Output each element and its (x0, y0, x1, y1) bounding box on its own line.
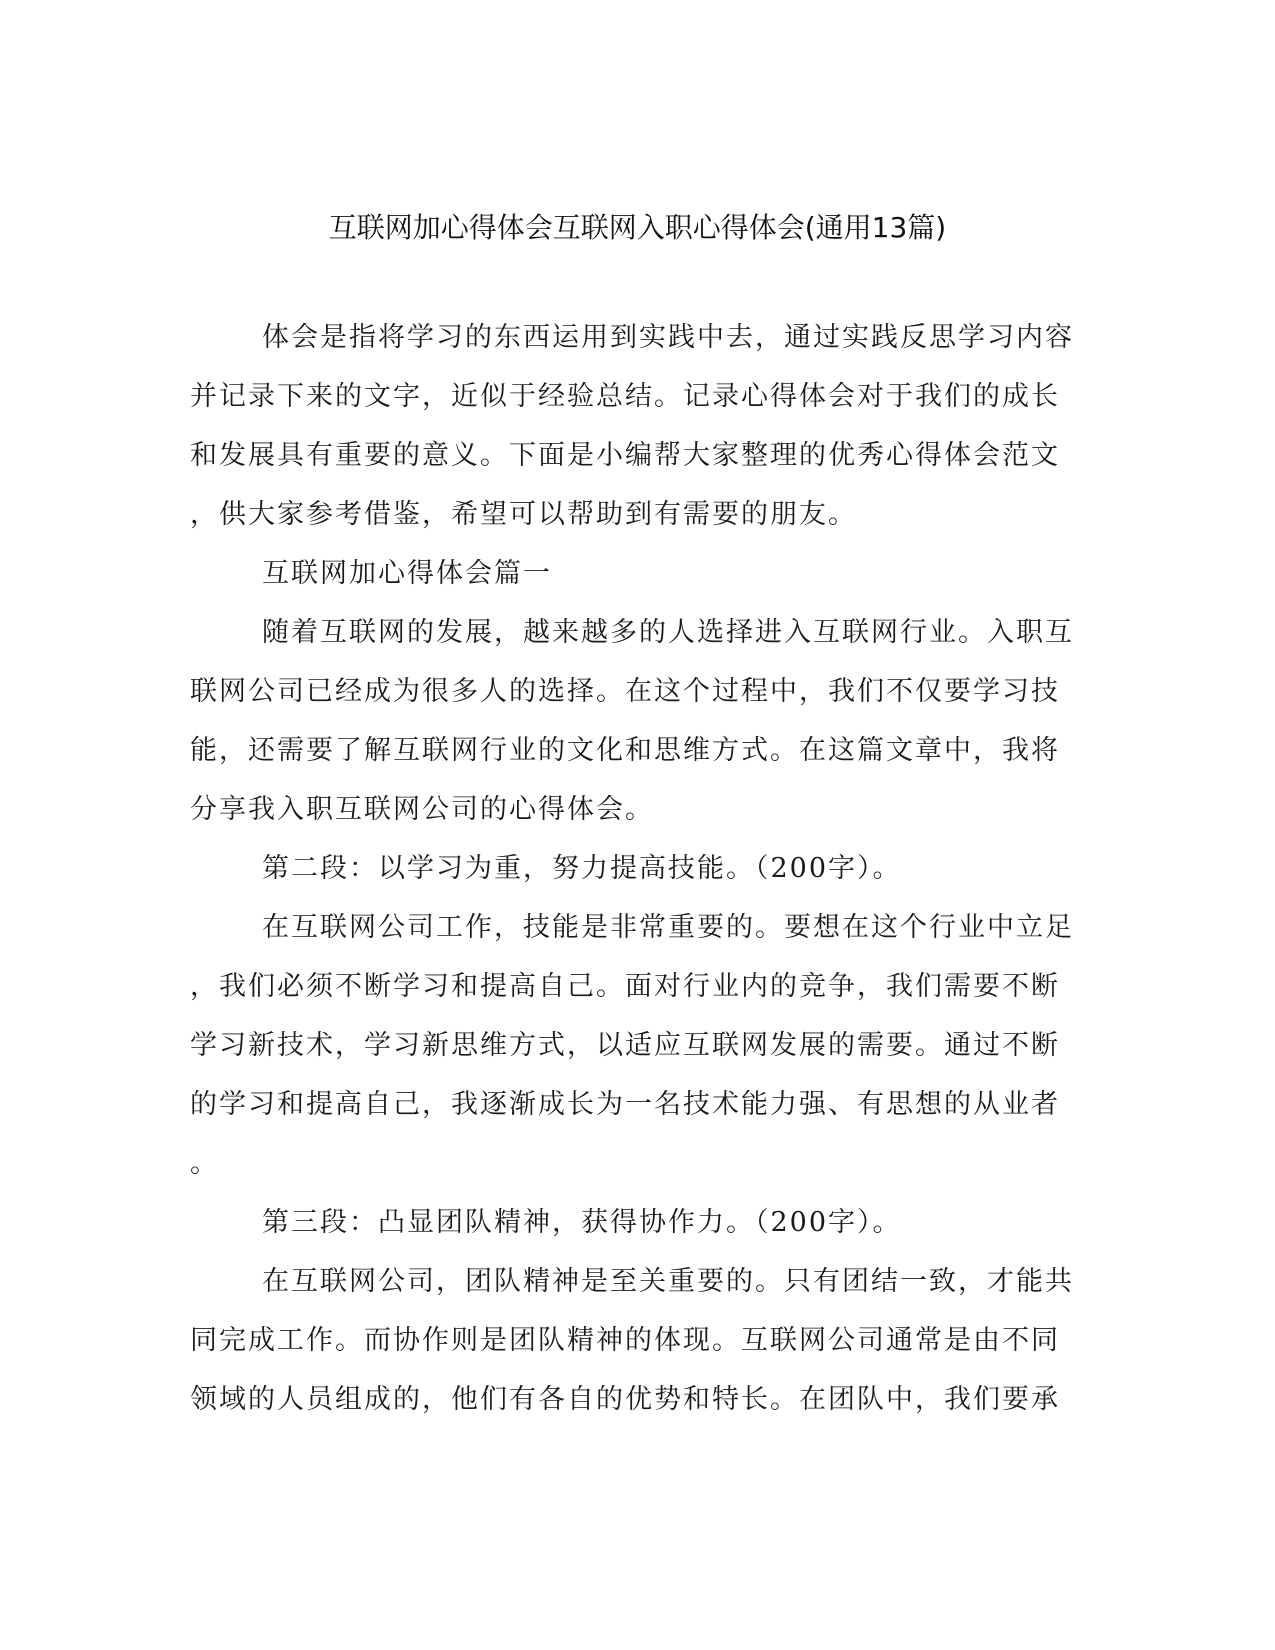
section-heading: 互联网加心得体会篇一 (262, 558, 552, 589)
section-heading: 第二段：以学习为重，努力提高技能。（200字）。 (262, 853, 902, 884)
paragraph-line: 学习新技术，学习新思维方式，以适应互联网发展的需要。通过不断 (190, 1030, 1060, 1061)
paragraph-line: 。 (190, 1148, 219, 1179)
paragraph-line: 并记录下来的文字，近似于经验总结。记录心得体会对于我们的成长 (190, 381, 1060, 412)
section-heading: 第三段：凸显团队精神，获得协作力。（200字）。 (262, 1207, 902, 1238)
paragraph-line: 领域的人员组成的，他们有各自的优势和特长。在团队中，我们要承 (190, 1384, 1060, 1415)
paragraph-line: ，供大家参考借鉴，希望可以帮助到有需要的朋友。 (190, 499, 857, 530)
paragraph-line: 联网公司已经成为很多人的选择。在这个过程中，我们不仅要学习技 (190, 676, 1060, 707)
paragraph-line: 和发展具有重要的意义。下面是小编帮大家整理的优秀心得体会范文 (190, 440, 1060, 471)
paragraph-line: 在互联网公司工作，技能是非常重要的。要想在这个行业中立足 (262, 912, 1074, 943)
paragraph-line: 体会是指将学习的东西运用到实践中去，通过实践反思学习内容 (262, 322, 1074, 353)
paragraph-line: 同完成工作。而协作则是团队精神的体现。互联网公司通常是由不同 (190, 1325, 1060, 1356)
paragraph-line: 随着互联网的发展，越来越多的人选择进入互联网行业。入职互 (262, 617, 1074, 648)
paragraph-line: 的学习和提高自己，我逐渐成长为一名技术能力强、有思想的从业者 (190, 1089, 1060, 1120)
document-title: 互联网加心得体会互联网入职心得体会(通用13篇) (328, 211, 947, 244)
paragraph-line: 分享我入职互联网公司的心得体会。 (190, 794, 654, 825)
paragraph-line: 能，还需要了解互联网行业的文化和思维方式。在这篇文章中，我将 (190, 735, 1060, 766)
paragraph-line: ，我们必须不断学习和提高自己。面对行业内的竞争，我们需要不断 (190, 971, 1060, 1002)
paragraph-line: 在互联网公司，团队精神是至关重要的。只有团结一致，才能共 (262, 1266, 1074, 1297)
